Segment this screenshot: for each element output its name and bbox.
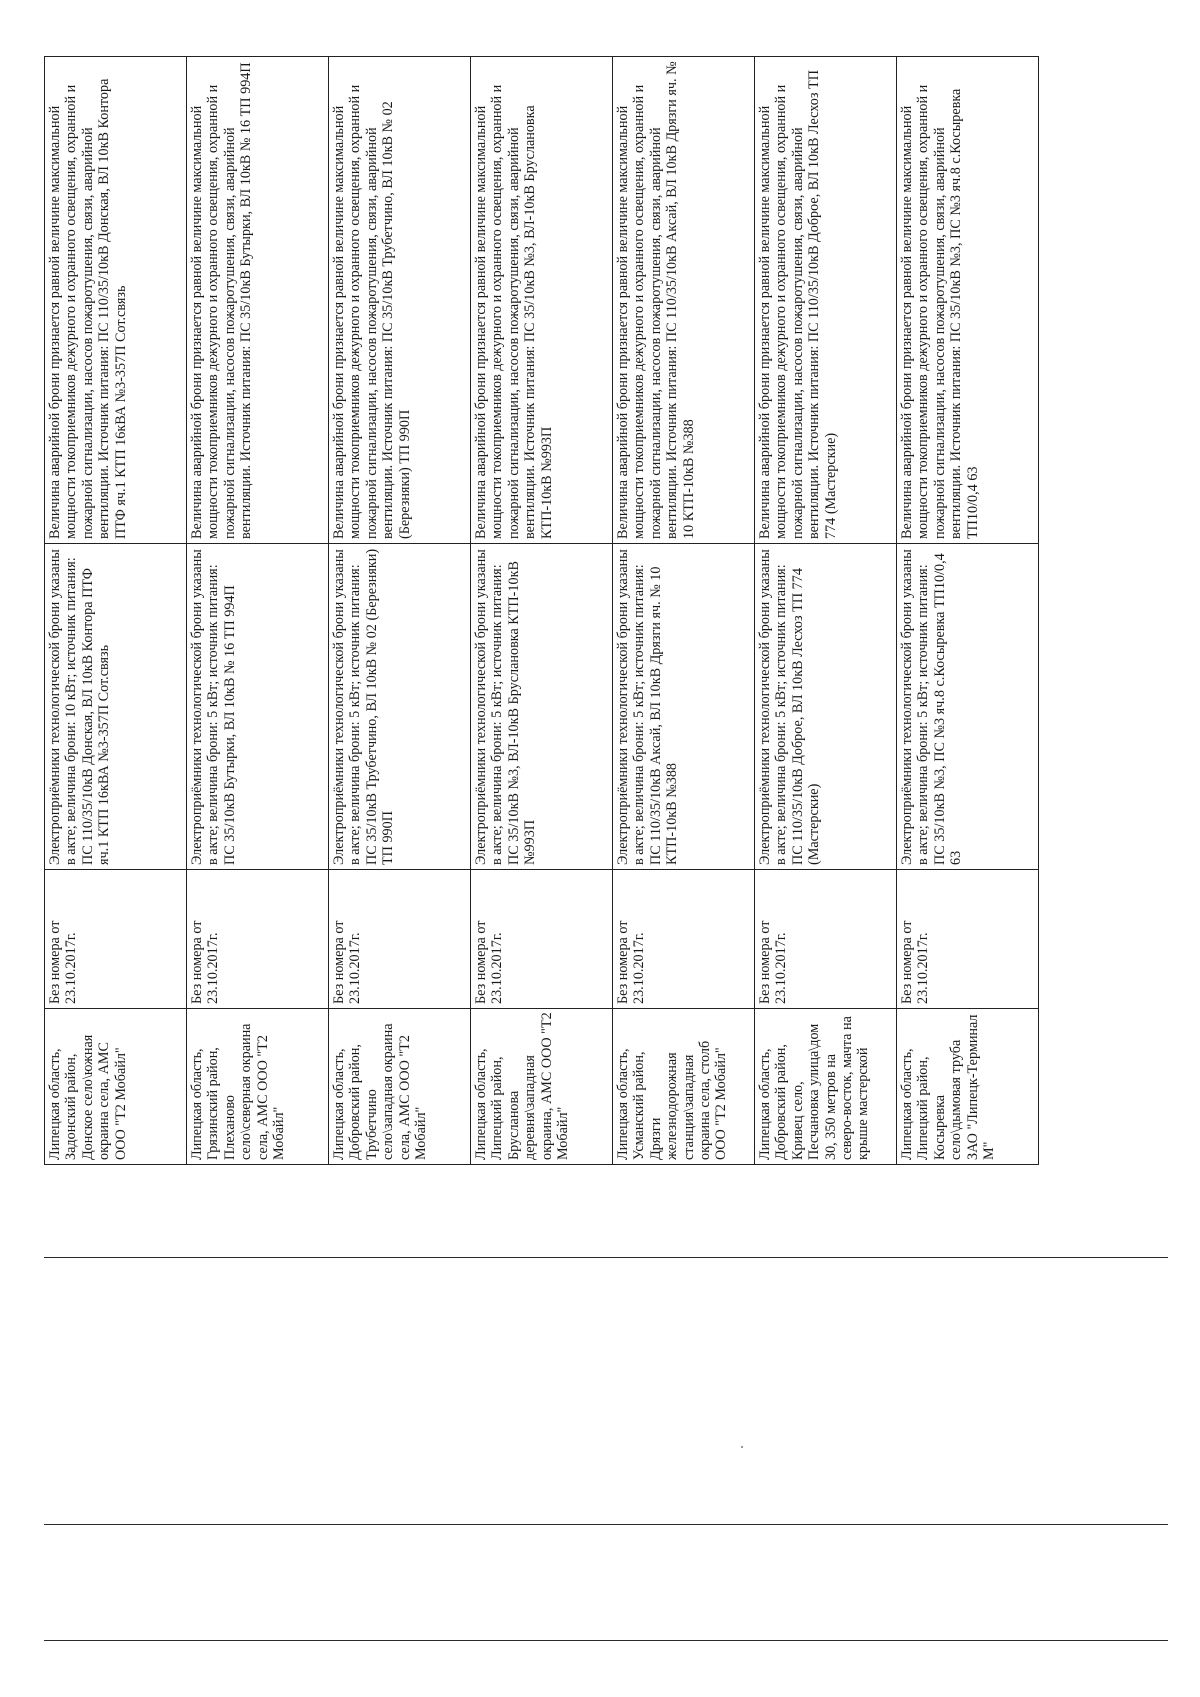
signature-line-3	[44, 1640, 1168, 1641]
act-cell: Без номера от 23.10.2017г.	[329, 870, 471, 1009]
table-row	[471, 57, 613, 1165]
act-cell: Без номера от 23.10.2017г.	[471, 870, 613, 1009]
scan-speck	[741, 1446, 743, 1448]
act-cell: Без номера от 23.10.2017г.	[755, 870, 897, 1009]
address-cell: Липецкая область, Добровский район, Трубетчино село\западная окраина села, АМС ООО "Т2 Мобайл"	[329, 1009, 471, 1165]
address-cell: Липецкая область, Липецкий район, Косыревка село\дымовая труба ЗАО "Липецк-Терминал М"	[897, 1009, 1039, 1165]
tech-reservation-cell: Электроприёмники технологической брони указаны в акте; величина брони: 5 кВт; источник питания: ПС 110/35/10кВ Аксай, ВЛ 10кВ Дрязги яч. № 10 КТП-10кВ №388	[613, 544, 755, 870]
address-cell: Липецкая область, Грязинский район, Плеханово село\северная окраина села, АМС ООО "Т2 Мобайл"	[187, 1009, 329, 1165]
power-reservation-table	[44, 56, 1039, 1165]
rotated-table-page	[44, 57, 1169, 1165]
emergency-reservation-cell: Величина аварийной брони признается равной величине максимальной мощности токоприемников дежурного и охранного освещения, охранной и пожарной сигнализации, насосов пожаротушения, связи, аварийной вентиляции. Источник питания: ПС 35/10кВ Трубетчино, ВЛ 10кВ № 02 (Березняки) ТП 990П	[329, 57, 471, 544]
table-row	[187, 57, 329, 1165]
table-row	[45, 57, 187, 1165]
tech-reservation-cell: Электроприёмники технологической брони указаны в акте; величина брони: 5 кВт; источник питания: ПС 35/10кВ Трубетчино, ВЛ 10кВ № 02 (Березняки) ТП 990П	[329, 544, 471, 870]
act-cell: Без номера от 23.10.2017г.	[187, 870, 329, 1009]
table-row	[897, 57, 1039, 1165]
tech-reservation-cell: Электроприёмники технологической брони указаны в акте; величина брони: 5 кВт; источник питания: ПС 35/10кВ №3, ПС №3 яч.8 с.Косыревка ТП10/0,4 63	[897, 544, 1039, 870]
table-row	[329, 57, 471, 1165]
emergency-reservation-cell: Величина аварийной брони признается равной величине максимальной мощности токоприемников дежурного и охранного освещения, охранной и пожарной сигнализации, насосов пожаротушения, связи, аварийной вентиляции. Источник питания: ПС 35/10кВ Бутырки, ВЛ 10кВ № 16 ТП 994П	[187, 57, 329, 544]
act-cell: Без номера от 23.10.2017г.	[613, 870, 755, 1009]
emergency-reservation-cell: Величина аварийной брони признается равной величине максимальной мощности токоприемников дежурного и охранного освещения, охранной и пожарной сигнализации, насосов пожаротушения, связи, аварийной вентиляции. Источник питания: ПС 110/35/10кВ Донская, ВЛ 10кВ Контора ПТФ яч.1 КТП 16кВА №3-357П Сот.связь	[45, 57, 187, 544]
tech-reservation-cell: Электроприёмники технологической брони указаны в акте; величина брони: 10 кВт; источник питания: ПС 110/35/10кВ Донская, ВЛ 10кВ Контора ПТФ яч.1 КТП 16кВА №3-357П Сот.связь	[45, 544, 187, 870]
tech-reservation-cell: Электроприёмники технологической брони указаны в акте; величина брони: 5 кВт; источник питания: ПС 110/35/10кВ Доброе, ВЛ 10кВ Лесхоз ТП 774 (Мастерские)	[755, 544, 897, 870]
signature-line-2	[44, 1524, 1168, 1525]
address-cell: Липецкая область, Липецкий район, Брусланова деревня\западная окраина, АМС ООО "Т2 Мобайл"	[471, 1009, 613, 1165]
address-cell: Липецкая область, Добровский район, Кривец село, Песчановка улица\дом 30, 350 метров на северо-восток, мачта на крыше мастерской	[755, 1009, 897, 1165]
address-cell: Липецкая область, Задонский район, Донское село\южная окраина села, АМС ООО "Т2 Мобайл"	[45, 1009, 187, 1165]
emergency-reservation-cell: Величина аварийной брони признается равной величине максимальной мощности токоприемников дежурного и охранного освещения, охранной и пожарной сигнализации, насосов пожаротушения, связи, аварийной вентиляции. Источник питания: ПС 35/10кВ №3, ВЛ-10кВ Бруслановка КТП-10кВ №993П	[471, 57, 613, 544]
emergency-reservation-cell: Величина аварийной брони признается равной величине максимальной мощности токоприемников дежурного и охранного освещения, охранной и пожарной сигнализации, насосов пожаротушения, связи, аварийной вентиляции. Источник питания: ПС 110/35/10кВ Аксай, ВЛ 10кВ Дрязги яч. № 10 КТП-10кВ №388	[613, 57, 755, 544]
act-cell: Без номера от 23.10.2017г.	[45, 870, 187, 1009]
table-row	[613, 57, 755, 1165]
table-row	[755, 57, 897, 1165]
tech-reservation-cell: Электроприёмники технологической брони указаны в акте; величина брони: 5 кВт; источник питания: ПС 35/10кВ №3, ВЛ-10кВ Бруслановка КТП-10кВ №993П	[471, 544, 613, 870]
emergency-reservation-cell: Величина аварийной брони признается равной величине максимальной мощности токоприемников дежурного и охранного освещения, охранной и пожарной сигнализации, насосов пожаротушения, связи, аварийной вентиляции. Источник питания: ПС 35/10кВ №3, ПС №3 яч.8 с.Косыревка ТП10/0,4 63	[897, 57, 1039, 544]
act-cell: Без номера от 23.10.2017г.	[897, 870, 1039, 1009]
emergency-reservation-cell: Величина аварийной брони признается равной величине максимальной мощности токоприемников дежурного и охранного освещения, охранной и пожарной сигнализации, насосов пожаротушения, связи, аварийной вентиляции. Источник питания: ПС 110/35/10кВ Доброе, ВЛ 10кВ Лесхоз ТП 774 (Мастерские)	[755, 57, 897, 544]
signature-line-1	[44, 1257, 1168, 1258]
tech-reservation-cell: Электроприёмники технологической брони указаны в акте; величина брони: 5 кВт; источник питания: ПС 35/10кВ Бутырки, ВЛ 10кВ № 16 ТП 994П	[187, 544, 329, 870]
address-cell: Липецкая область, Усманский район, Дрязги железнодорожная станция\западная окраина села, столб ООО "Т2 Мобайл"	[613, 1009, 755, 1165]
